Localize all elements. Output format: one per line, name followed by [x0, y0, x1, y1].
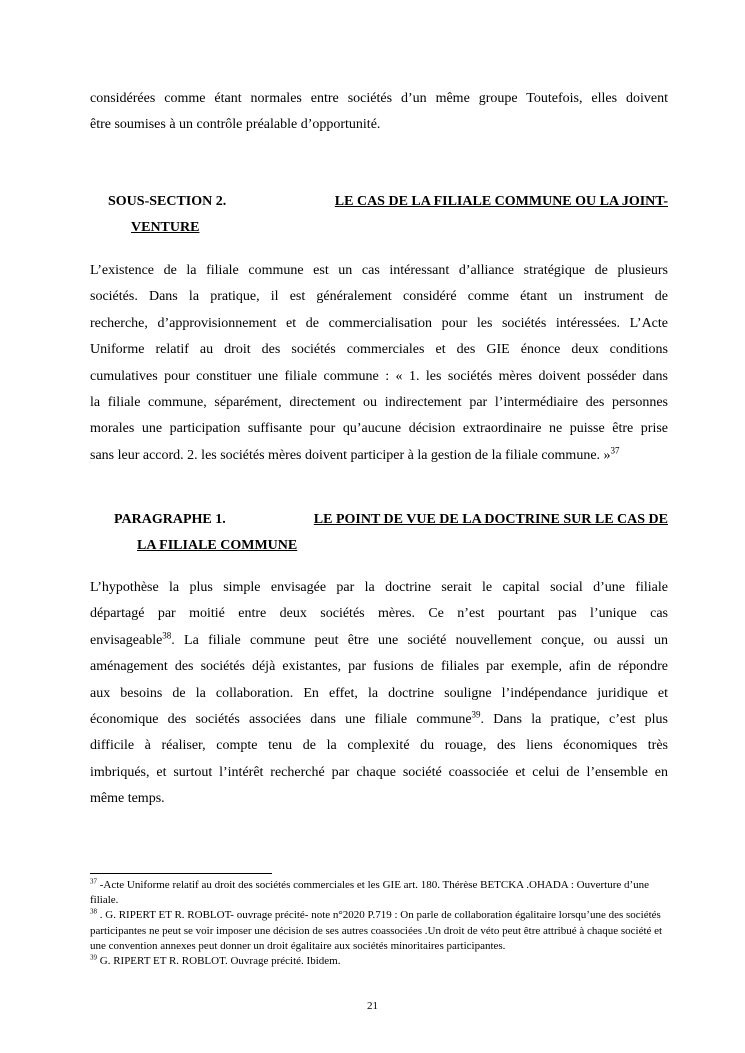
- subsection-heading: [90, 194, 668, 246]
- paragraph-line: aménagement des sociétés déjà existantes, par fusions de filiales par exemple, afin de répondre: [90, 659, 668, 675]
- paragraph-line: L’existence de la filiale commune est un cas intéressant d’alliance stratégique de plusieurs: [90, 263, 668, 278]
- paragraph-line: imbriqués, et surtout l’intérêt recherché par chaque société coassociée et celui de l’ensemble en: [90, 764, 668, 780]
- paragraph-text: économique des sociétés associées dans une filiale commune: [90, 712, 472, 728]
- footnote-number: 39: [90, 953, 97, 962]
- paragraph-line: [90, 628, 668, 654]
- footnote-number: 38: [90, 907, 97, 916]
- footnote-ref-38[interactable]: 38: [162, 630, 172, 641]
- subsection-title-continued: VENTURE: [131, 220, 200, 235]
- doctrine-paragraph: [90, 575, 668, 813]
- intro-line: considérées comme étant normales entre sociétés d’un même groupe Toutefois, elles doivent: [90, 91, 668, 106]
- footnote-37: [90, 878, 668, 908]
- paragraph-text: . Dans la pratique, c’est plus: [480, 712, 668, 728]
- footnote-text: G. RIPERT ET R. ROBLOT. Ouvrage précité. Ibidem.: [97, 955, 341, 968]
- footnote-text: . G. RIPERT ET R. ROBLOT- ouvrage précité- note n°2020 P.719 : On parle de collaboration égalitaire lorsqu’une des sociétés participantes ne peut se voir imposer une décision de ses autres coassociées .Un droit de véto peut être attribué à chaque société et une convention annexes peut donner un droit égalitaire aux sociétés minoritaires participantes.: [90, 909, 663, 952]
- footnote-39: [90, 954, 668, 969]
- subsection-label: SOUS-SECTION 2.: [108, 194, 227, 209]
- paragraph-line: la filiale commune, séparément, directement ou indirectement par l’intermédiaire des personnes: [90, 395, 668, 411]
- paragraph-line: aux besoins de la collaboration. En effet, la doctrine souligne l’indépendance juridique et: [90, 685, 668, 701]
- filiale-commune-paragraph: [90, 258, 668, 469]
- footnote-ref-37[interactable]: 37: [610, 445, 620, 456]
- footnote-separator: [90, 873, 272, 874]
- paragraph-label: PARAGRAPHE 1.: [114, 512, 226, 527]
- paragraph-line: [90, 707, 668, 733]
- paragraph-text: envisageable: [90, 632, 163, 648]
- footnote-number: 37: [90, 877, 97, 886]
- paragraph-line: recherche, d’approvisionnement et de commercialisation pour les sociétés intéressées. L’Acte: [90, 315, 668, 331]
- paragraph-line-last: même temps.: [90, 791, 165, 807]
- subsection-title: LE CAS DE LA FILIALE COMMUNE OU LA JOINT-: [334, 194, 668, 209]
- footnotes: [90, 878, 668, 969]
- intro-line: être soumises à un contrôle préalable d’opportunité.: [90, 117, 381, 133]
- paragraph-line: morales une participation suffisante pour qu’aucune décision extraordinaire ne puisse être prise: [90, 421, 668, 437]
- paragraph-line: L’hypothèse la plus simple envisagée par la doctrine serait le capital social d’une filiale: [90, 580, 668, 595]
- paragraph-line: difficile à réaliser, compte tenu de la complexité du rouage, des liens économiques très: [90, 738, 668, 754]
- footnote-text: -Acte Uniforme relatif au droit des sociétés commerciales et les GIE art. 180. Thérèse BETCKA .OHADA : Ouverture d’une filiale.: [90, 879, 650, 907]
- paragraph-line: Uniforme relatif au droit des sociétés commerciales et des GIE énonce deux conditions: [90, 342, 668, 358]
- paragraph-line: cumulatives pour constituer une filiale commune : « 1. les sociétés mères doivent posséder dans: [90, 368, 668, 384]
- intro-paragraph: [90, 86, 668, 139]
- paragraph-text: . La filiale commune peut être une société nouvellement conçue, ou aussi un: [171, 632, 668, 648]
- paragraph-title-continued: LA FILIALE COMMUNE: [137, 538, 298, 553]
- paragraph-text: sans leur accord. 2. les sociétés mères doivent participer à la gestion de la filiale commune. »: [90, 447, 611, 463]
- paragraph-heading: [90, 512, 668, 564]
- paragraph-line: sociétés. Dans la pratique, il est généralement considéré comme étant un instrument de: [90, 289, 668, 305]
- paragraph-line-last: [90, 443, 668, 469]
- paragraph-title: LE POINT DE VUE DE LA DOCTRINE SUR LE CAS DE: [313, 512, 668, 527]
- page-number: 21: [367, 1000, 378, 1012]
- footnote-38: [90, 908, 668, 954]
- footnote-ref-39[interactable]: 39: [471, 709, 481, 720]
- paragraph-line: départagé par moitié entre deux sociétés mères. Ce n’est pourtant pas l’unique cas: [90, 606, 668, 622]
